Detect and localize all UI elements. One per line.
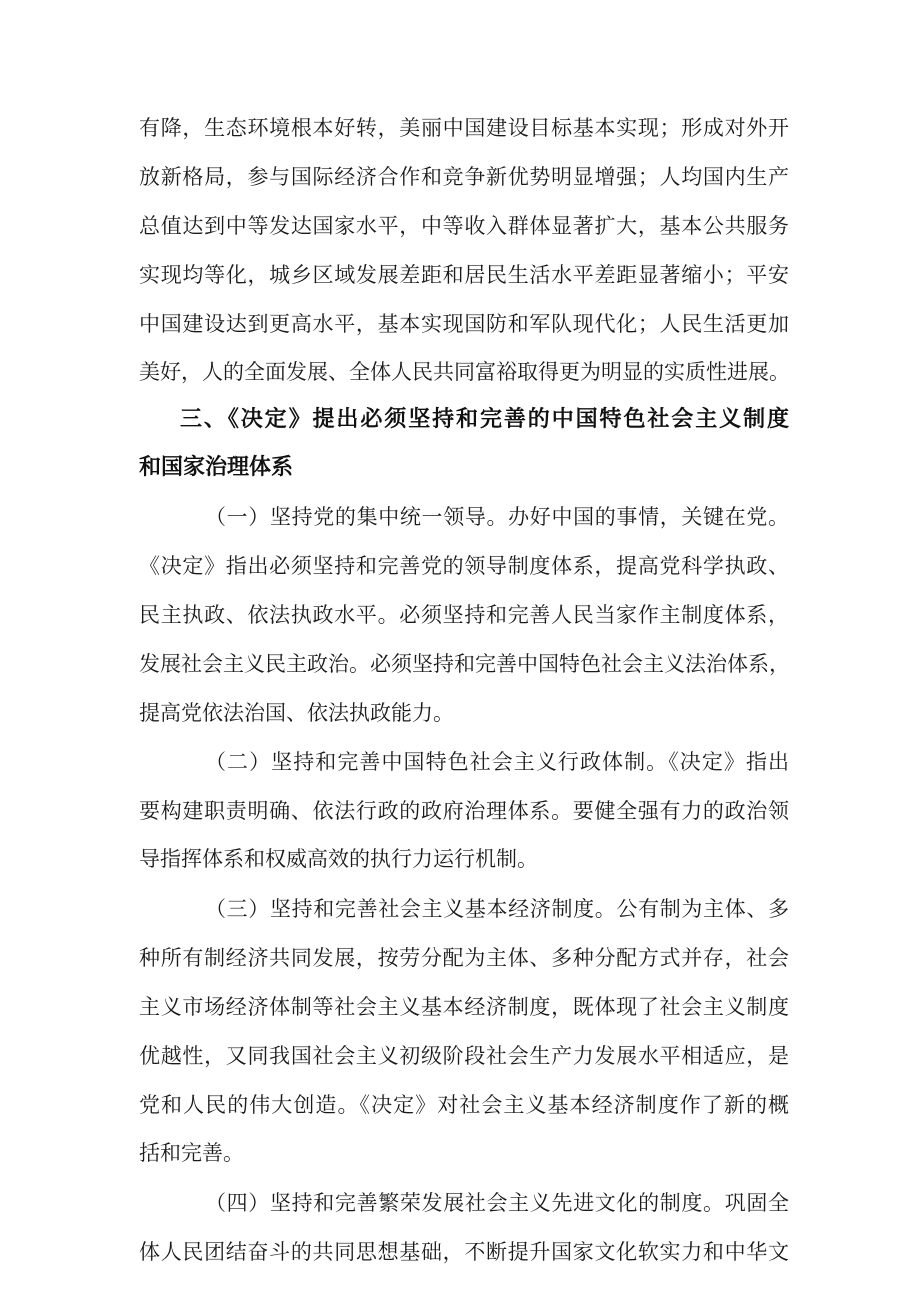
paragraph-4-line-6: 括和完善。 [139,1141,244,1165]
paragraph-3-line-1: （二）坚持和完善中国特色社会主义行政体制。《决定》指出 [205,750,789,774]
paragraph-3-line-3: 导指挥体系和权威高效的执行力运行机制。 [139,847,538,871]
paragraph-2-line-4: 发展社会主义民主政治。必须坚持和完善中国特色社会主义法治体系， [139,652,790,676]
paragraph-3-line-2: 要构建职责明确、依法行政的政府治理体系。要健全强有力的政治领 [139,799,789,823]
paragraph-1-line-1: 有降，生态环境根本好转，美丽中国建设目标基本实现；形成对外开 [139,116,789,140]
paragraph-5-line-1: （四）坚持和完善繁荣发展社会主义先进文化的制度。巩固全 [205,1191,789,1215]
paragraph-4-line-1: （三）坚持和完善社会主义基本经济制度。公有制为主体、多 [205,897,789,921]
paragraph-2-line-5: 提高党依法治国、依法执政能力。 [139,701,454,725]
paragraph-1-line-4: 实现均等化，城乡区域发展差距和居民生活水平差距显著缩小；平安 [139,263,789,287]
paragraph-4-line-3: 主义市场经济体制等社会主义基本经济制度，既体现了社会主义制度 [139,995,789,1019]
paragraph-4-line-5: 党和人民的伟大创造。《决定》对社会主义基本经济制度作了新的概 [139,1093,789,1117]
paragraph-4-line-2: 种所有制经济共同发展，按劳分配为主体、多种分配方式并存，社会 [139,946,789,970]
paragraph-2-line-1: （一）坚持党的集中统一领导。办好中国的事情，关键在党。 [205,505,789,529]
paragraph-5-line-2: 体人民团结奋斗的共同思想基础，不断提升国家文化软实力和中华文 [139,1240,789,1264]
paragraph-1-line-6: 美好，人的全面发展、全体人民共同富裕取得更为明显的实质性进展。 [139,360,790,384]
section-heading-line-1: 三、《决定》提出必须坚持和完善的中国特色社会主义制度 [180,407,789,432]
paragraph-1-line-5: 中国建设达到更高水平，基本实现国防和军队现代化；人民生活更加 [139,312,789,336]
paragraph-1-line-2: 放新格局，参与国际经济合作和竞争新优势明显增强；人均国内生产 [139,165,789,189]
paragraph-1-line-3: 总值达到中等发达国家水平，中等收入群体显著扩大，基本公共服务 [139,214,789,238]
section-heading-line-2: 和国家治理体系 [139,455,294,480]
paragraph-2-line-2: 《决定》指出必须坚持和完善党的领导制度体系，提高党科学执政、 [139,554,789,578]
paragraph-4-line-4: 优越性，又同我国社会主义初级阶段社会生产力发展水平相适应，是 [139,1044,789,1068]
paragraph-2-line-3: 民主执政、依法执政水平。必须坚持和完善人民当家作主制度体系， [139,603,789,627]
